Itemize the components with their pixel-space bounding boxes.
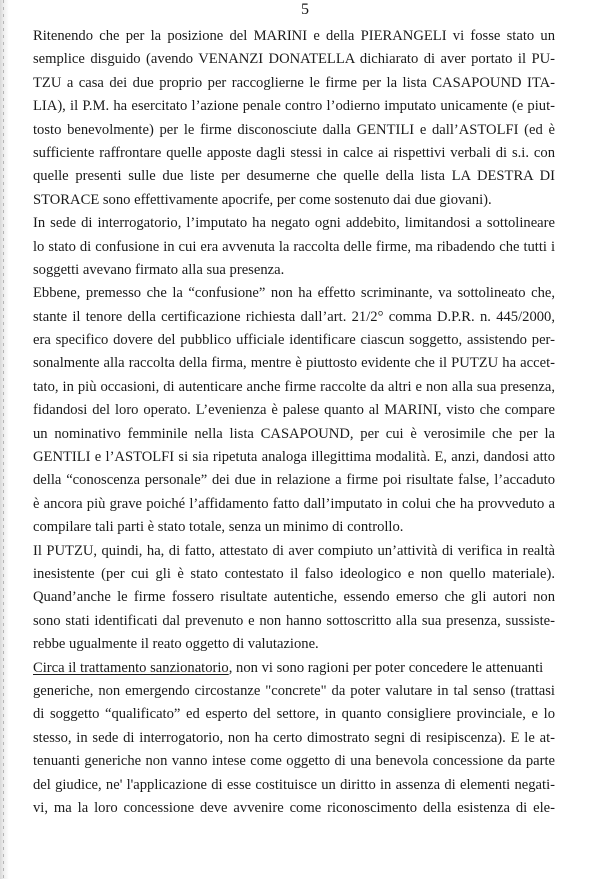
text-line xyxy=(33,657,555,680)
text-line: semplice disguido (avendo VENANZI DONATELLA dichiarato di aver portato il PU- xyxy=(33,51,555,68)
text-line: un nominativo femminile nella lista CASAPOUND, per cui è verosimile che per la xyxy=(33,425,555,442)
text-line: stante il tenore della certificazione richiesta dall’art. 21/2° comma D.P.R. n. 445/2000, xyxy=(33,308,555,325)
text-line: Quand’anche le firme fossero risultate autentiche, essendo emerso che gli autori non xyxy=(33,589,555,606)
page-number: 5 xyxy=(301,1,309,18)
text-line: lo stato di confusione in cui era avvenuta la raccolta delle firme, ma ribadendo che tutti i xyxy=(33,238,555,255)
text-line: Ritenendo che per la posizione del MARINI e della PIERANGELI vi fosse stato un xyxy=(33,28,555,44)
text-line: del giudice, ne' l'applicazione di esse costituisce un diritto in assenza di elementi negati- xyxy=(33,776,555,793)
document-body xyxy=(33,25,555,820)
text-line: sono stati identificati dal prevenuto e non hanno sottoscritto alla sua presenza, sussiste- xyxy=(33,612,555,629)
text-line: inesistente (per cui gli è stato contestato il falso ideologico e non quello materiale). xyxy=(33,565,555,582)
text-line: Il PUTZU, quindi, ha, di fatto, attestato di aver compiuto un’attività di verifica in realtà xyxy=(33,542,555,559)
text-line: sufficiente raffrontare quelle apposte dagli stessi in calce ai rispettivi verbali di s.i. con xyxy=(33,144,555,161)
text-line: soggetti avevano firmato alla sua presenza. xyxy=(33,261,285,278)
text-line: tenuanti generiche non vanno intese come oggetto di una benevola concessione da parte xyxy=(33,753,555,770)
text-line: quelle presenti sulle due liste per desumerne che quelle della lista LA DESTRA DI xyxy=(33,168,555,185)
text-line: TZU a casa dei due proprio per raccoglierne le firme per la lista CASAPOUND ITA- xyxy=(33,74,555,91)
text-line: compilare tali parti è stato totale, senza un minimo di controllo. xyxy=(33,519,404,536)
text-line: GENTILI e l’ASTOLFI si sia ripetuta analoga illegittima modalità. E, anzi, dandosi atto xyxy=(33,449,555,466)
text-line: STORACE sono effettivamente apocrife, per come sostenuto dai due giovani). xyxy=(33,191,492,208)
text-line: tato, in più occasioni, di autenticare anche firme raccolte da altri e non alla sua presenza, xyxy=(33,378,555,395)
text-line: della “conoscenza personale” dei due in relazione a firme poi risultate false, l’accaduto xyxy=(33,472,555,489)
text-line-continuation: , non vi sono ragioni per poter concedere le attenuanti xyxy=(228,659,544,676)
text-line: vi, ma la loro concessione deve avvenire come riconoscimento della esistenza di ele- xyxy=(33,799,555,816)
text-line: di soggetto “qualificato” ed esperto del settore, in quanto consigliere provinciale, e lo xyxy=(33,706,555,723)
text-line: è ancora più grave poiché l’affidamento fatto dall’imputato in colui che ha provveduto a xyxy=(33,495,555,512)
text-line: LIA), il P.M. ha esercitato l’azione penale contro l’odierno imputato unicamente (e piut- xyxy=(33,98,555,115)
text-line: rebbe ugualmente il reato oggetto di valutazione. xyxy=(33,636,319,653)
text-line: fidandosi del loro operato. L’evenienza è palese quanto al MARINI, visto che compare xyxy=(33,402,555,419)
scan-edge xyxy=(0,0,9,879)
text-line: stesso, in sede di interrogatorio, non ha certo dimostrato segni di resipiscenza). E le at- xyxy=(33,729,555,746)
text-line: In sede di interrogatorio, l’imputato ha negato ogni addebito, limitandosi a sottolineare xyxy=(33,215,555,232)
section-heading: Circa il trattamento sanzionatorio xyxy=(33,659,229,676)
text-line: era specifico dovere del pubblico ufficiale identificare ciascun soggetto, assistendo per- xyxy=(33,332,555,349)
text-line: Ebbene, premesso che la “confusione” non ha effetto scriminante, va sottolineato che, xyxy=(33,285,555,302)
text-line: generiche, non emergendo circostanze "concrete" da poter valutare in tal senso (trattasi xyxy=(33,682,555,699)
text-line: sonalmente alla raccolta della firma, mentre è piuttosto evidente che il PUTZU ha accet- xyxy=(33,355,555,372)
text-line: tosto benevolmente) per le firme disconosciute dalla GENTILI e dall’ASTOLFI (ed è xyxy=(33,121,555,138)
